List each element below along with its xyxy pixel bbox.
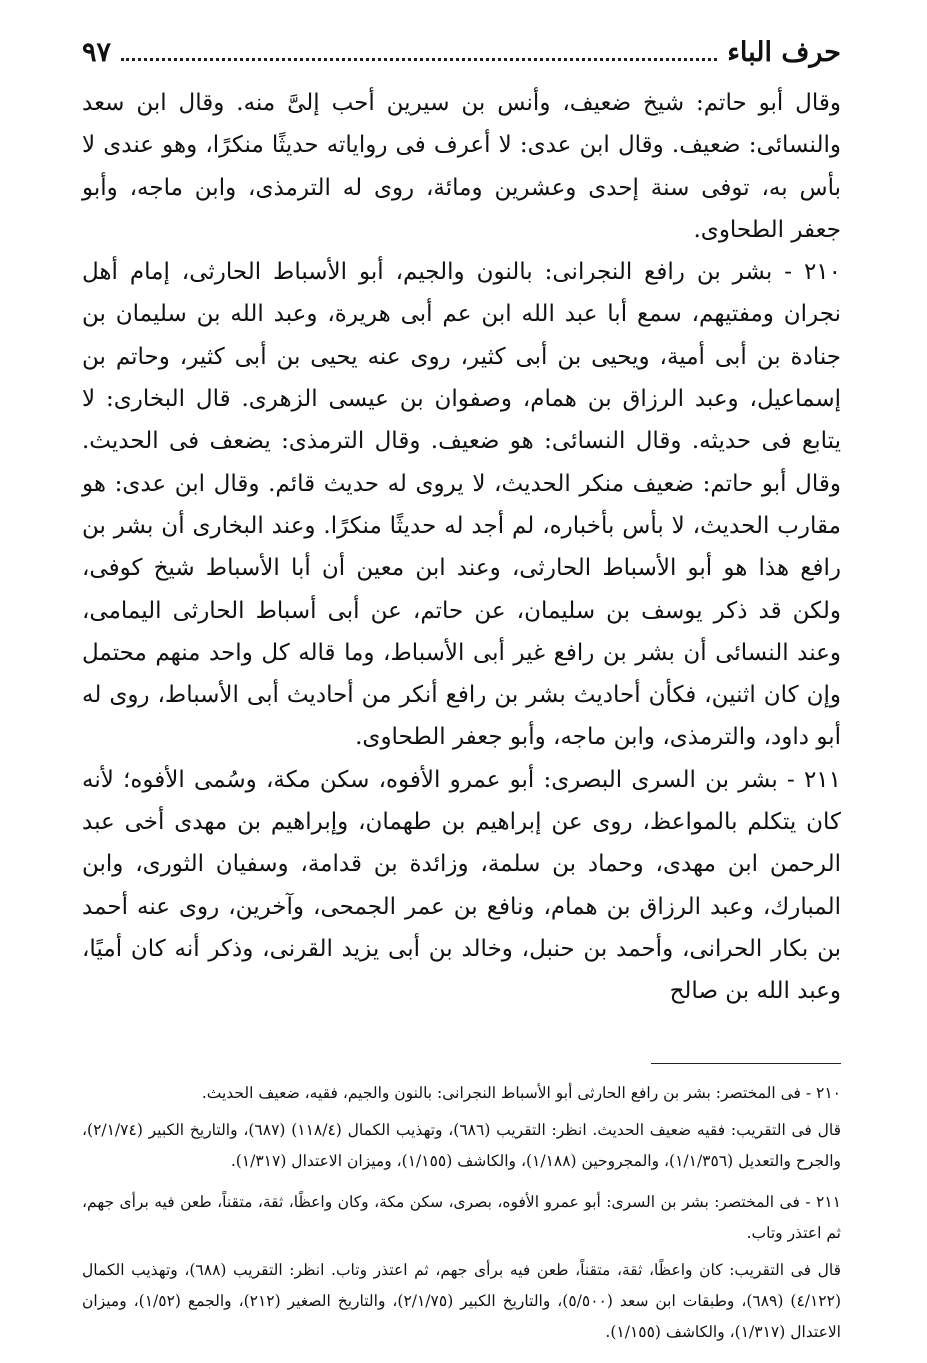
footnote-divider	[651, 1063, 841, 1064]
footnote-210-summary: ٢١٠ - فى المختصر: بشر بن رافع الحارثى أبو الأسباط النجرانى: بالنون والجيم، فقيه، ضعيف الحديث.	[201, 1083, 841, 1102]
entry-210: ٢١٠ - بشر بن رافع النجرانى: بالنون والجيم، أبو الأسباط الحارثى، إمام أهل نجران ومفتيهم، سمع أبا عبد الله ابن عم أبى هريرة، وعبد الله بن سليمان بن جنادة بن أبى أمية، ويحيى بن أبى كثير، روى عنه يحيى بن أبى كثير، وحاتم بن إسماعيل، وعبد الرزاق بن همام، وصفوان بن عيسى الزهرى. قال البخارى: لا يتابع فى حديثه. وقال النسائى: هو ضعيف. وقال الترمذى: يضعف فى الحديث. وقال أبو حاتم: ضعيف منكر الحديث، لا يروى له حديث قائم. وقال ابن عدى: هو مقارب الحديث، لا بأس بأخباره، لم أجد له حديثًا منكرًا. وعند البخارى أن بشر بن رافع هذا هو أبو الأسباط الحارثى، وعند ابن معين أن أبا الأسباط شيخ كوفى، ولكن قد ذكر يوسف بن سليمان، عن حاتم، عن أبى أسباط الحارثى اليمامى، وعند النسائى أن بشر بن رافع غير أبى الأسباط، وما قاله كل واحد منهم محتمل وإن كان اثنين، فكأن أحاديث بشر بن رافع أنكر من أحاديث أبى الأسباط، روى له أبو داود، والترمذى، وابن ماجه، وأبو جعفر الطحاوى.	[82, 259, 841, 751]
footnote-210-references: قال فى التقريب: فقيه ضعيف الحديث. انظر: التقريب (٦٨٦)، وتهذيب الكمال (١١٨/٤) (٦٨٧)، والتاريخ الكبير (٢/١/٧٤)، والجرح والتعديل (١/١/٣٥٦)، والمجروحين (١/١٨٨)، والكاشف (١/١٥٥)، وميزان الاعتدال (١/٣١٧).	[82, 1120, 842, 1170]
running-header	[82, 30, 841, 74]
page-number: ٩٧	[82, 36, 112, 68]
section-title: حرف الباء	[727, 36, 841, 68]
entry-211: ٢١١ - بشر بن السرى البصرى: أبو عمرو الأفوه، سكن مكة، وسُمى الأفوه؛ لأنه كان يتكلم بالمواعظ، روى عن إبراهيم بن طهمان، وإبراهيم بن مهدى أخى عبد الرحمن ابن مهدى، وحماد بن سلمة، وزائدة بن قدامة، وسفيان الثورى، وابن المبارك، وعبد الرزاق بن همام، ونافع بن عمر الجمحى، وآخرين، روى عنه أحمد بن بكار الحرانى، وأحمد بن حنبل، وخالد بن أبى يزيد القرنى، وذكر أنه كان أميًا، وعبد الله بن صالح	[82, 766, 841, 1005]
dotted-leader	[121, 44, 717, 61]
paragraph-continuation: وقال أبو حاتم: شيخ ضعيف، وأنس بن سيرين أحب إلىَّ منه. وقال ابن سعد والنسائى: ضعيف. وقال ابن عدى: لا أعرف فى رواياته حديثًا منكرًا، وهو عندى لا بأس به، توفى سنة إحدى وعشرين ومائة، روى له الترمذى، وابن ماجه، وأبو جعفر الطحاوى.	[82, 90, 841, 243]
footnote-211-summary: ٢١١ - فى المختصر: بشر بن السرى: أبو عمرو الأفوه، بصرى، سكن مكة، وكان واعظًا، ثقة، متقناً، طعن فيه برأى جهم، ثم اعتذر وتاب.	[82, 1192, 841, 1242]
main-text	[82, 82, 841, 1013]
footnotes	[82, 1078, 841, 1348]
footnote-211-references: قال فى التقريب: كان واعظًا، ثقة، متقناً، طعن فيه برأى جهم، ثم اعتذر وتاب. انظر: التقريب (٦٨٨)، وتهذيب الكمال (٤/١٢٢) (٦٨٩)، وطبقات ابن سعد (٥/٥٠٠)، والتاريخ الكبير (٢/١/٧٥)، والتاريخ الصغير (٢١٢)، والجمع (١/٥٢)، وميزان الاعتدال (١/٣١٧)، والكاشف (١/١٥٥).	[82, 1260, 842, 1341]
